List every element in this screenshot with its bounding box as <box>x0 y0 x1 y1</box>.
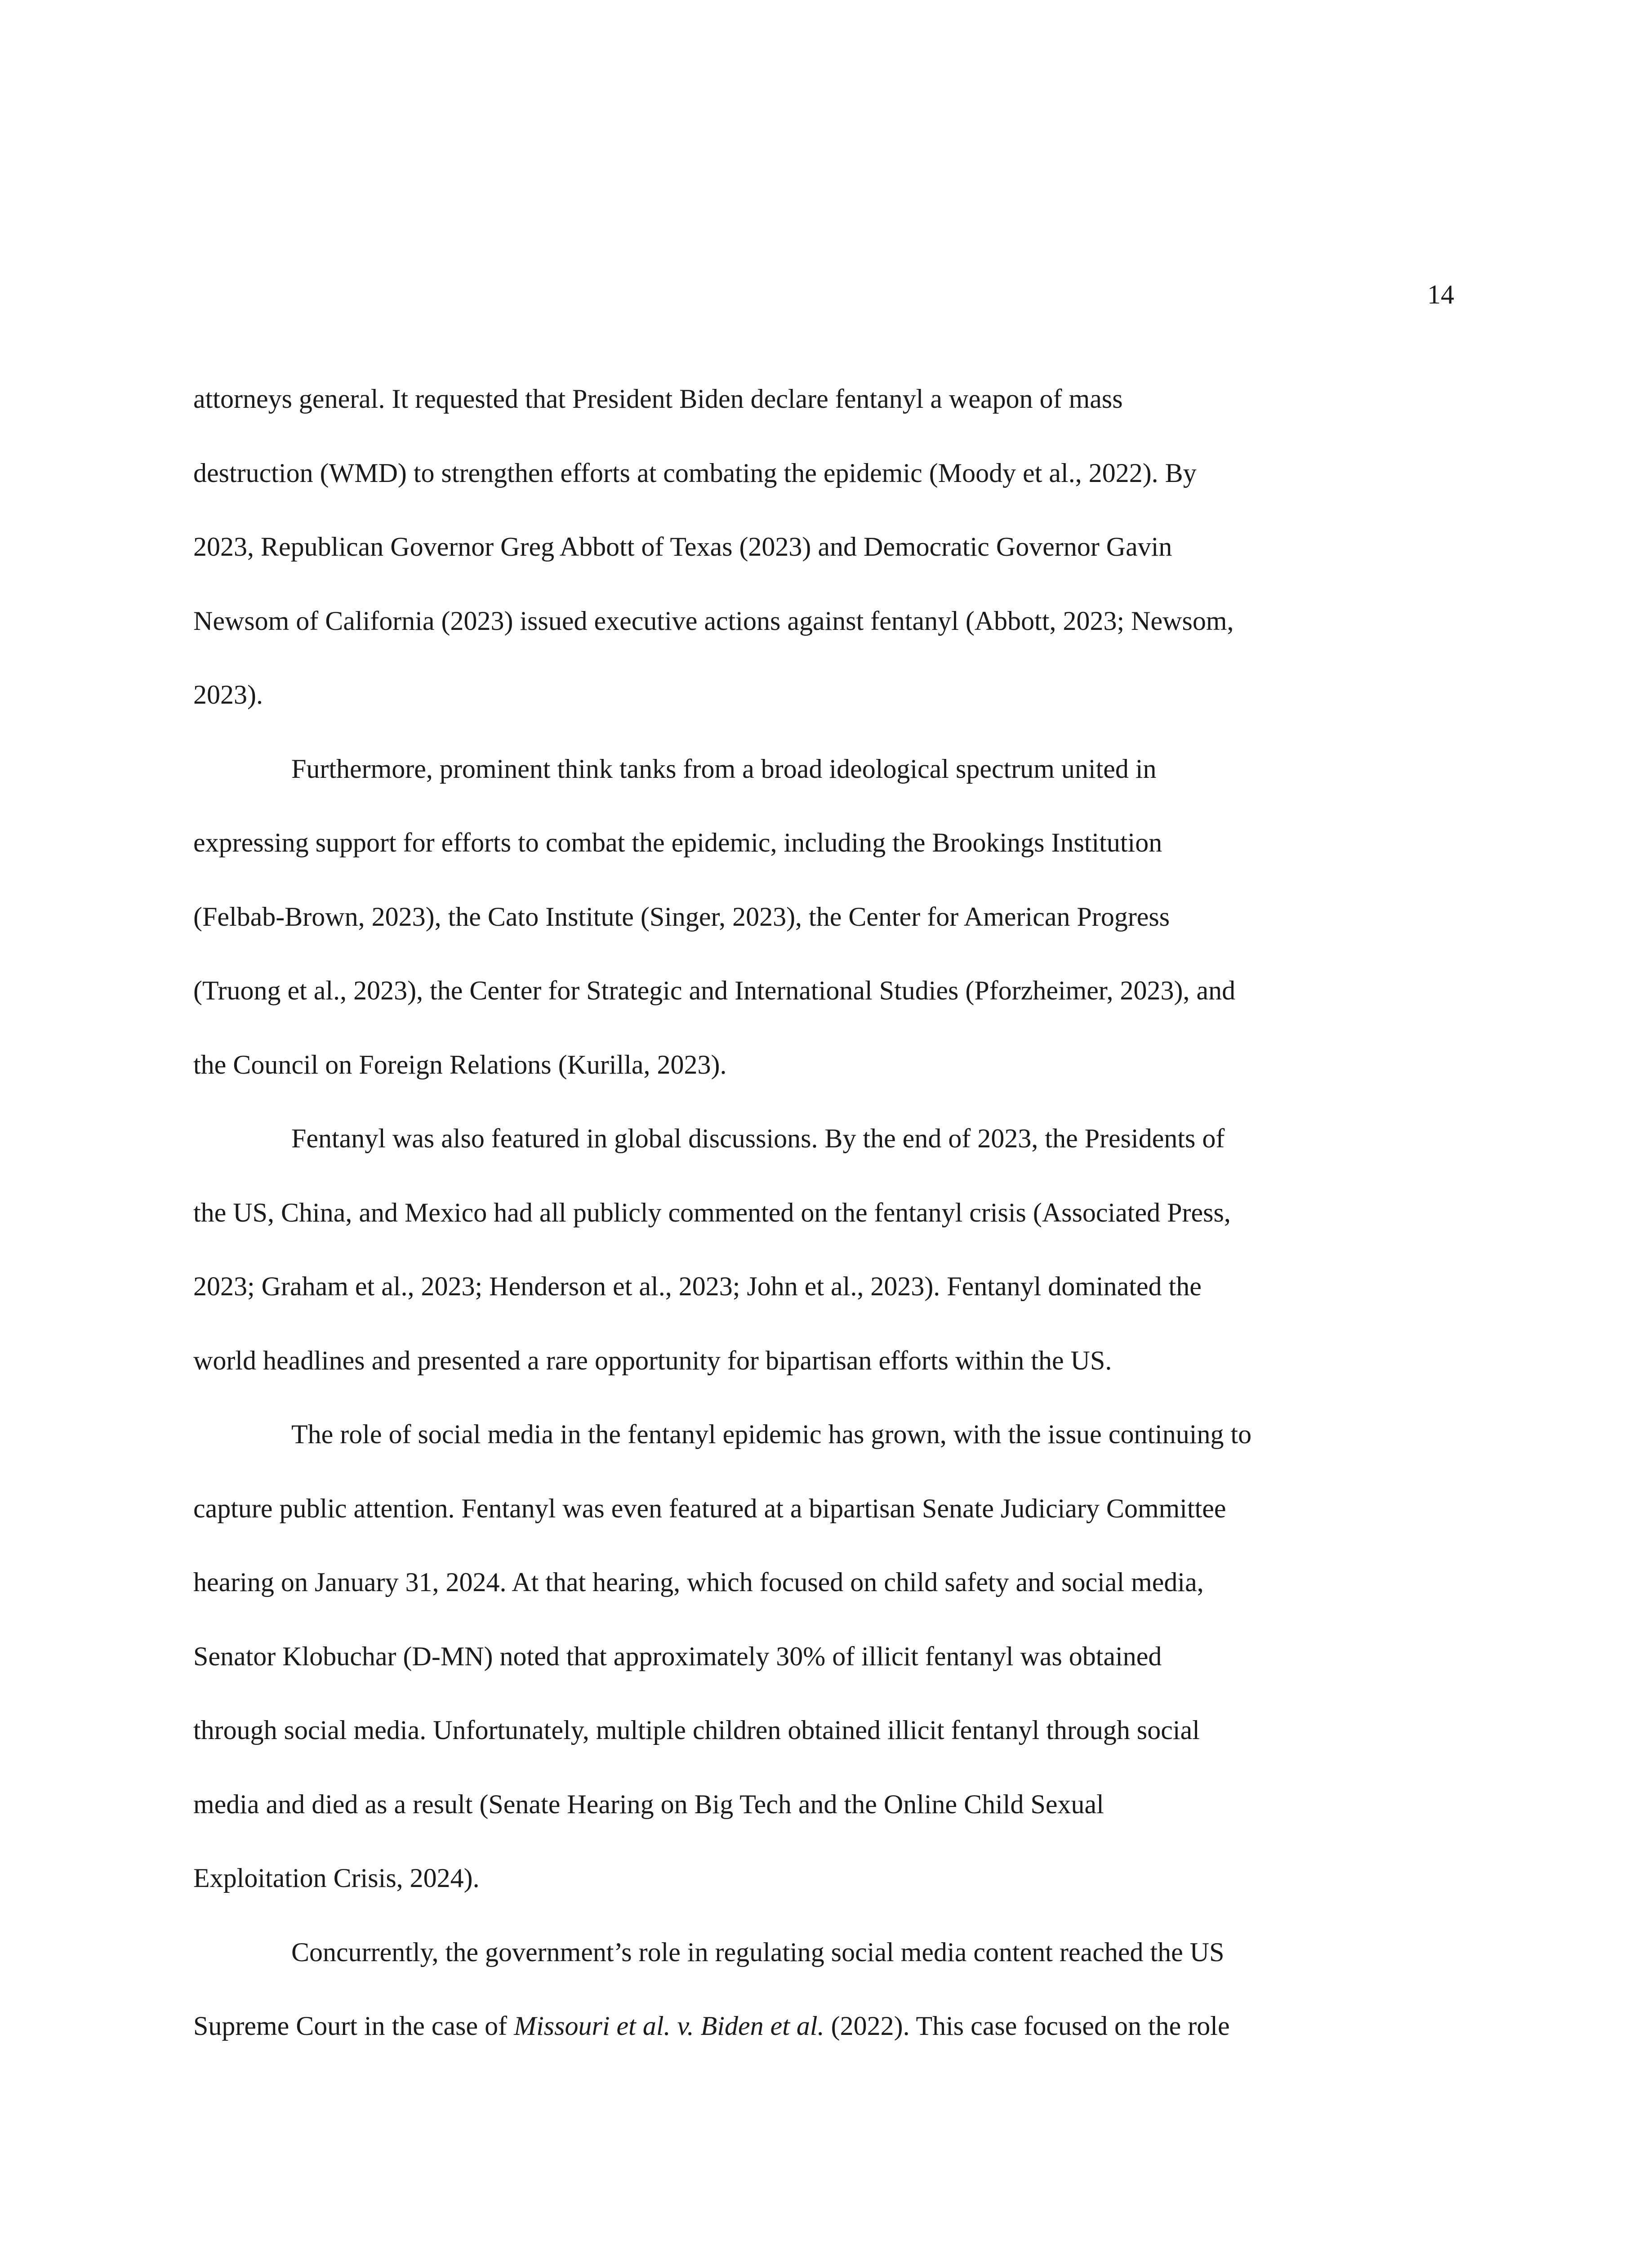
text-line: through social media. Unfortunately, multiple children obtained illicit fentanyl through social <box>193 1715 1200 1745</box>
case-title: Missouri et al. v. Biden et al. <box>514 2011 824 2041</box>
text-line: the Council on Foreign Relations (Kurilla, 2023). <box>193 1049 727 1079</box>
text-line: hearing on January 31, 2024. At that hearing, which focused on child safety and social media, <box>193 1567 1204 1597</box>
text-line: expressing support for efforts to combat the epidemic, including the Brookings Institution <box>193 828 1162 857</box>
page-number: 14 <box>1427 280 1454 309</box>
text-line: Fentanyl was also featured in global discussions. By the end of 2023, the Presidents of <box>291 1124 1225 1153</box>
text-line: Newsom of California (2023) issued executive actions against fentanyl (Abbott, 2023; Newsom, <box>193 606 1234 636</box>
text-segment: (2022). This case focused on the role <box>824 2011 1230 2041</box>
text-line: (Truong et al., 2023), the Center for Strategic and International Studies (Pforzheimer, 2023), and <box>193 976 1236 1005</box>
text-line: Exploitation Crisis, 2024). <box>193 1863 480 1893</box>
text-line: 2023). <box>193 680 263 709</box>
text-line: destruction (WMD) to strengthen efforts at combating the epidemic (Moody et al., 2022). By <box>193 458 1197 488</box>
text-line: 2023, Republican Governor Greg Abbott of Texas (2023) and Democratic Governor Gavin <box>193 532 1172 562</box>
text-segment: Supreme Court in the case of <box>193 2011 514 2041</box>
text-line: Senator Klobuchar (D-MN) noted that approximately 30% of illicit fentanyl was obtained <box>193 1641 1162 1671</box>
text-line: Furthermore, prominent think tanks from a broad ideological spectrum united in <box>291 754 1157 784</box>
text-line: world headlines and presented a rare opportunity for bipartisan efforts within the US. <box>193 1345 1112 1375</box>
text-line: 2023; Graham et al., 2023; Henderson et al., 2023; John et al., 2023). Fentanyl dominated the <box>193 1271 1202 1301</box>
text-line: The role of social media in the fentanyl epidemic has grown, with the issue continuing to <box>291 1419 1252 1449</box>
text-line <box>193 1989 1447 2063</box>
body-text <box>193 362 1447 2063</box>
text-line: the US, China, and Mexico had all publicly commented on the fentanyl crisis (Associated Press, <box>193 1197 1231 1227</box>
text-line: Concurrently, the government’s role in regulating social media content reached the US <box>291 1937 1225 1967</box>
text-line: media and died as a result (Senate Hearing on Big Tech and the Online Child Sexual <box>193 1789 1104 1819</box>
text-line: (Felbab-Brown, 2023), the Cato Institute (Singer, 2023), the Center for American Progress <box>193 901 1170 932</box>
text-line: capture public attention. Fentanyl was even featured at a bipartisan Senate Judiciary Committee <box>193 1493 1226 1523</box>
text-line: attorneys general. It requested that President Biden declare fentanyl a weapon of mass <box>193 384 1123 414</box>
